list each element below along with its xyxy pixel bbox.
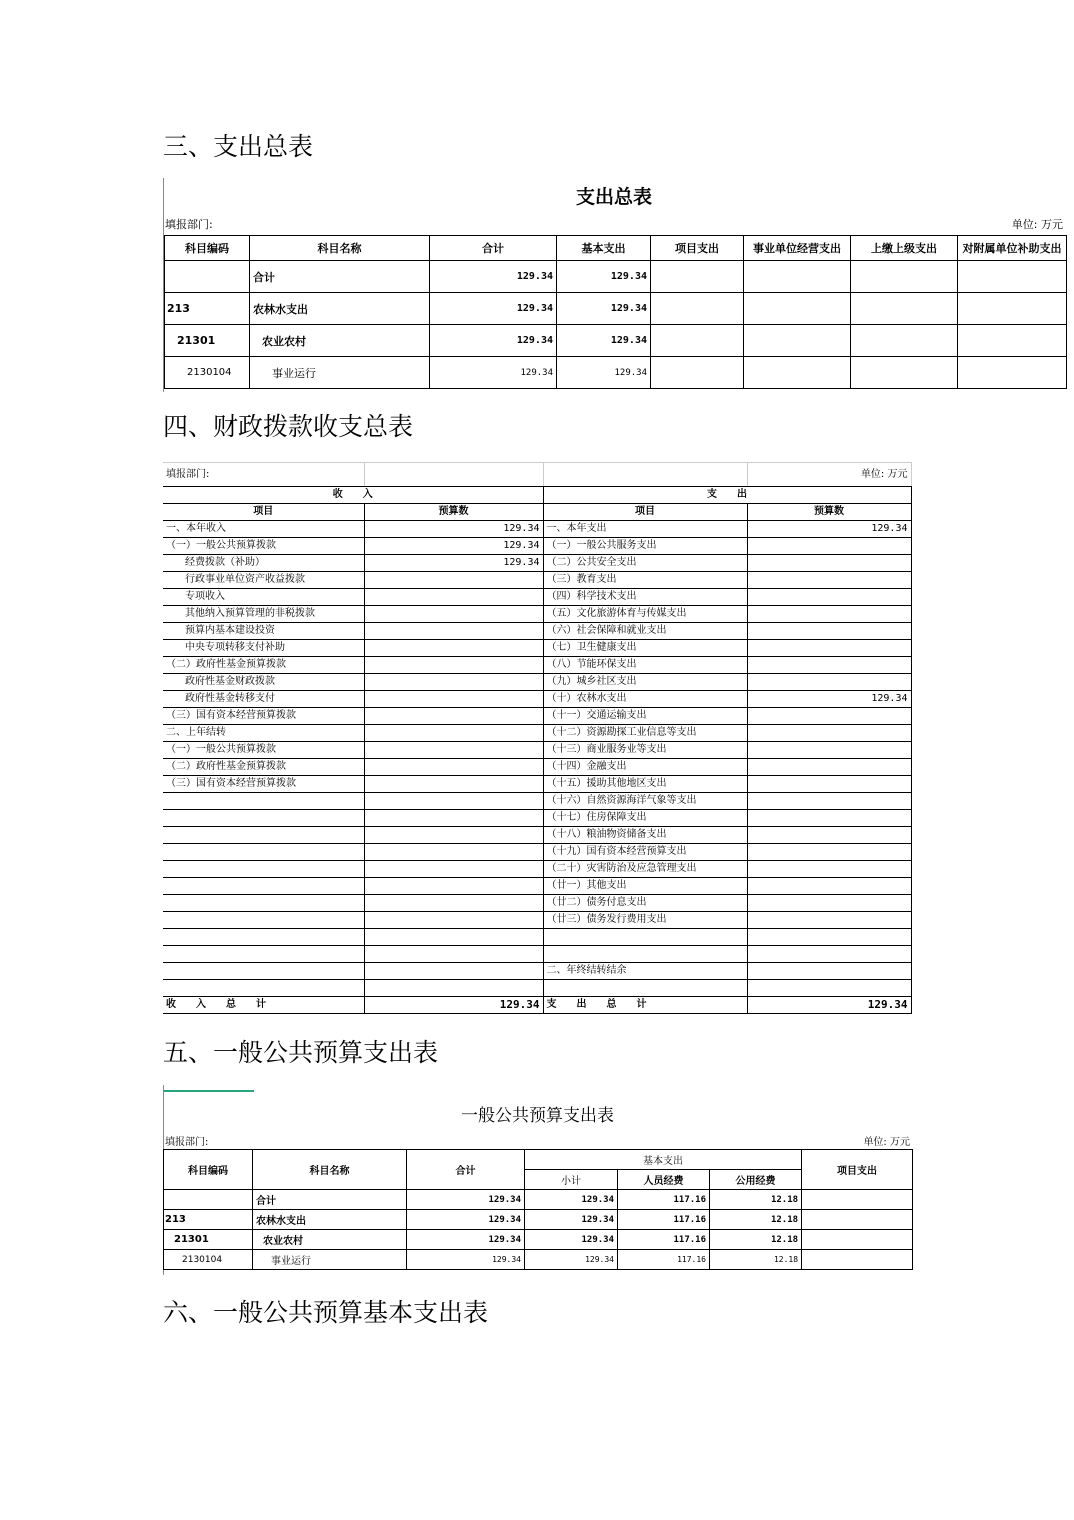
income-item [163,980,364,997]
table-row [163,589,911,606]
cell-subtotal: 129.34 [525,1230,618,1250]
income-budget [364,844,543,861]
expense-budget [747,674,911,691]
expense-budget [747,555,911,572]
cell-business [744,293,851,325]
cell-code: 2130104 [165,357,250,389]
unit-label: 单位: 万元 [863,1137,910,1148]
table-row [163,674,911,691]
income-budget [364,640,543,657]
expense-budget [747,640,911,657]
cell-project [651,325,744,357]
income-item: 政府性基金财政拨款 [163,674,364,691]
table-row [163,844,911,861]
expense-item: （十八）粮油物资储备支出 [543,827,747,844]
expense-item: （十五）援助其他地区支出 [543,776,747,793]
col-header: 对附属单位补助支出 [958,236,1067,261]
table-row [163,657,911,674]
total-expense-value: 129.34 [747,997,911,1014]
income-budget [364,980,543,997]
cell-business [744,325,851,357]
table-row [165,325,1067,357]
col-header: 科目名称 [253,1150,407,1190]
expense-item: （六）社会保障和就业支出 [543,623,747,640]
cell-total: 129.34 [407,1210,525,1230]
table-row [164,1230,913,1250]
cell-subtotal: 129.34 [525,1210,618,1230]
col-header: 基本支出 [525,1150,802,1170]
cell-subtotal: 129.34 [525,1190,618,1210]
expense-header: 支 出 [543,487,911,504]
expense-item: （十三）商业服务业等支出 [543,742,747,759]
table-row [163,572,911,589]
table-row [163,912,911,929]
income-item: 一、本年收入 [163,521,364,538]
section-heading-basic-expense: 六、一般公共预算基本支出表 [163,1298,489,1327]
cell-project [651,261,744,293]
cell-code [164,1190,253,1210]
dept-label: 填报部门: [165,218,213,231]
income-budget [364,793,543,810]
income-item: 专项收入 [163,589,364,606]
cell-code: 21301 [164,1230,253,1250]
empty-cell [543,463,747,487]
expense-item: （廿一）其他支出 [543,878,747,895]
income-budget [364,946,543,963]
table-row [163,793,911,810]
cell-project [651,293,744,325]
expense-item: （一）一般公共服务支出 [543,538,747,555]
expense-item: （三）教育支出 [543,572,747,589]
col-header: 上缴上级支出 [851,236,958,261]
income-budget: 129.34 [364,538,543,555]
general-budget-table [163,1149,913,1270]
expense-budget [747,793,911,810]
cell-code [165,261,250,293]
cell-public: 12.18 [710,1190,802,1210]
cell-project [651,357,744,389]
cell-code: 21301 [165,325,250,357]
table-row [163,776,911,793]
table-row [163,963,911,980]
table-row [163,742,911,759]
col-header: 基本支出 [557,236,651,261]
col-budget-income: 预算数 [364,504,543,521]
col-header: 公用经费 [710,1170,802,1190]
fiscal-summary-body [163,521,911,997]
income-budget [364,725,543,742]
expense-budget [747,963,911,980]
income-budget [364,623,543,640]
cell-remit [851,293,958,325]
income-item [163,793,364,810]
expense-budget [747,878,911,895]
table-row [163,810,911,827]
cell-name: 农林水支出 [253,1210,407,1230]
empty-cell [364,463,543,487]
expense-item: （十一）交通运输支出 [543,708,747,725]
expense-budget [747,572,911,589]
cell-name: 合计 [250,261,430,293]
income-item: （二）政府性基金预算拨款 [163,759,364,776]
expense-budget [747,861,911,878]
table-row [163,895,911,912]
expense-budget [747,657,911,674]
cell-code: 213 [164,1210,253,1230]
cell-basic: 129.34 [557,357,651,389]
income-item [163,946,364,963]
cell-staff: 117.16 [618,1250,710,1270]
expense-item [543,946,747,963]
col-budget-expense: 预算数 [747,504,911,521]
income-item: 其他纳入预算管理的非税拨款 [163,606,364,623]
expense-budget [747,844,911,861]
expense-budget [747,725,911,742]
cell-total: 129.34 [430,293,557,325]
expense-budget [747,589,911,606]
cell-total: 129.34 [430,357,557,389]
selection-mark [164,1090,254,1092]
expense-summary-table [164,235,1067,389]
expense-summary-block [163,178,1065,392]
table-row [163,827,911,844]
cell-project [802,1210,913,1230]
table-row [163,623,911,640]
col-header: 人员经费 [618,1170,710,1190]
expense-budget [747,708,911,725]
expense-budget [747,759,911,776]
cell-name: 合计 [253,1190,407,1210]
income-item [163,810,364,827]
income-budget [364,912,543,929]
income-budget [364,708,543,725]
expense-item [543,980,747,997]
cell-basic: 129.34 [557,261,651,293]
income-item: 行政事业单位资产收益拨款 [163,572,364,589]
expense-item: （十七）住房保障支出 [543,810,747,827]
cell-subsidy [958,325,1067,357]
dept-label: 填报部门: [165,1137,209,1148]
income-item [163,861,364,878]
income-budget [364,691,543,708]
table-row [163,708,911,725]
cell-basic: 129.34 [557,325,651,357]
cell-remit [851,261,958,293]
income-item: （二）政府性基金预算拨款 [163,657,364,674]
income-budget [364,606,543,623]
income-budget [364,657,543,674]
cell-total: 129.34 [430,325,557,357]
table-title: 一般公共预算支出表 [461,1106,614,1126]
table-row [165,261,1067,293]
table-title: 支出总表 [575,186,652,208]
income-item: 预算内基本建设投资 [163,623,364,640]
expense-item: （四）科学技术支出 [543,589,747,606]
cell-subsidy [958,261,1067,293]
cell-staff: 117.16 [618,1190,710,1210]
income-item: （一）一般公共预算拨款 [163,742,364,759]
income-item: 经费拨款（补助） [163,555,364,572]
income-item: （三）国有资本经营预算拨款 [163,708,364,725]
income-item [163,844,364,861]
cell-code: 2130104 [164,1250,253,1270]
table-row [163,980,911,997]
table-row [163,521,911,538]
col-header: 事业单位经营支出 [744,236,851,261]
income-budget [364,963,543,980]
expense-item: （廿三）债务发行费用支出 [543,912,747,929]
cell-business [744,261,851,293]
expense-budget [747,810,911,827]
unit-label: 单位: 万元 [1011,218,1063,231]
expense-item [543,929,747,946]
expense-budget [747,538,911,555]
income-item: 政府性基金转移支付 [163,691,364,708]
col-header: 小计 [525,1170,618,1190]
income-budget [364,742,543,759]
unit-label: 单位: 万元 [747,463,911,487]
cell-remit [851,357,958,389]
expense-budget: 129.34 [747,691,911,708]
table-row [163,691,911,708]
cell-name: 事业运行 [253,1250,407,1270]
income-budget [364,572,543,589]
cell-name: 农林水支出 [250,293,430,325]
total-income-value: 129.34 [364,997,543,1014]
income-item [163,912,364,929]
table-row [163,759,911,776]
expense-budget [747,742,911,759]
expense-item: 一、本年支出 [543,521,747,538]
income-budget [364,776,543,793]
table-row [163,538,911,555]
cell-business [744,357,851,389]
income-item [163,963,364,980]
total-row [163,997,911,1014]
cell-staff: 117.16 [618,1210,710,1230]
expense-item: （廿二）债务付息支出 [543,895,747,912]
cell-subtotal: 129.34 [525,1250,618,1270]
income-item: （一）一般公共预算拨款 [163,538,364,555]
expense-item: （二十）灾害防治及应急管理支出 [543,861,747,878]
total-expense-label: 支 出 总 计 [543,997,747,1014]
expense-budget [747,776,911,793]
expense-budget [747,929,911,946]
table-row [165,293,1067,325]
table-row [163,606,911,623]
dept-label: 填报部门: [163,463,364,487]
cell-staff: 117.16 [618,1230,710,1250]
expense-budget [747,912,911,929]
expense-item: （八）节能环保支出 [543,657,747,674]
income-item: （三）国有资本经营预算拨款 [163,776,364,793]
general-budget-block [163,1085,912,1275]
income-item: 中央专项转移支付补助 [163,640,364,657]
expense-item: （十六）自然资源海洋气象等支出 [543,793,747,810]
cell-public: 12.18 [710,1230,802,1250]
col-header: 项目支出 [802,1150,913,1190]
income-item: 二、上年结转 [163,725,364,742]
expense-item: （十）农林水支出 [543,691,747,708]
cell-name: 农业农村 [250,325,430,357]
income-item [163,878,364,895]
section-heading-fiscal-summary: 四、财政拨款收支总表 [163,412,414,441]
expense-budget [747,895,911,912]
table-row [163,878,911,895]
income-header: 收 入 [163,487,543,504]
table-row [164,1190,913,1210]
income-budget: 129.34 [364,555,543,572]
cell-public: 12.18 [710,1210,802,1230]
cell-project [802,1190,913,1210]
table-row [163,640,911,657]
table-row [164,1210,913,1230]
cell-remit [851,325,958,357]
income-budget [364,827,543,844]
table-row [163,861,911,878]
cell-project [802,1250,913,1270]
section-heading-general-budget: 五、一般公共预算支出表 [163,1038,439,1067]
income-item [163,827,364,844]
income-item [163,929,364,946]
income-budget [364,929,543,946]
expense-item: （五）文化旅游体育与传媒支出 [543,606,747,623]
expense-item: （七）卫生健康支出 [543,640,747,657]
income-budget [364,759,543,776]
expense-item: （十九）国有资本经营预算支出 [543,844,747,861]
expense-budget [747,946,911,963]
cell-basic: 129.34 [557,293,651,325]
income-budget [364,810,543,827]
cell-public: 12.18 [710,1250,802,1270]
cell-code: 213 [165,293,250,325]
col-header: 项目支出 [651,236,744,261]
income-budget [364,589,543,606]
cell-name: 事业运行 [250,357,430,389]
table-row [163,555,911,572]
expense-item: 二、年终结转结余 [543,963,747,980]
cell-subsidy [958,293,1067,325]
col-header: 科目名称 [250,236,430,261]
income-item [163,895,364,912]
fiscal-summary-table [163,462,912,1014]
cell-subsidy [958,357,1067,389]
expense-item: （十四）金融支出 [543,759,747,776]
col-header: 科目编码 [165,236,250,261]
expense-item: （二）公共安全支出 [543,555,747,572]
cell-name: 农业农村 [253,1230,407,1250]
table-row [163,946,911,963]
col-header: 合计 [430,236,557,261]
table-row [163,929,911,946]
income-budget [364,674,543,691]
table-row [164,1250,913,1270]
expense-budget [747,980,911,997]
income-budget [364,878,543,895]
total-income-label: 收 入 总 计 [163,997,364,1014]
cell-total: 129.34 [407,1250,525,1270]
income-budget: 129.34 [364,521,543,538]
cell-project [802,1230,913,1250]
expense-item: （九）城乡社区支出 [543,674,747,691]
income-budget [364,895,543,912]
expense-budget [747,623,911,640]
col-item-income: 项目 [163,504,364,521]
expense-budget: 129.34 [747,521,911,538]
expense-budget [747,606,911,623]
table-row [165,357,1067,389]
expense-item: （十二）资源勘探工业信息等支出 [543,725,747,742]
expense-budget [747,827,911,844]
cell-total: 129.34 [430,261,557,293]
cell-total: 129.34 [407,1190,525,1210]
income-budget [364,861,543,878]
col-header: 合计 [407,1150,525,1190]
cell-total: 129.34 [407,1230,525,1250]
col-header: 科目编码 [164,1150,253,1190]
col-item-expense: 项目 [543,504,747,521]
section-heading-expense-summary: 三、支出总表 [163,132,314,161]
table-row [163,725,911,742]
